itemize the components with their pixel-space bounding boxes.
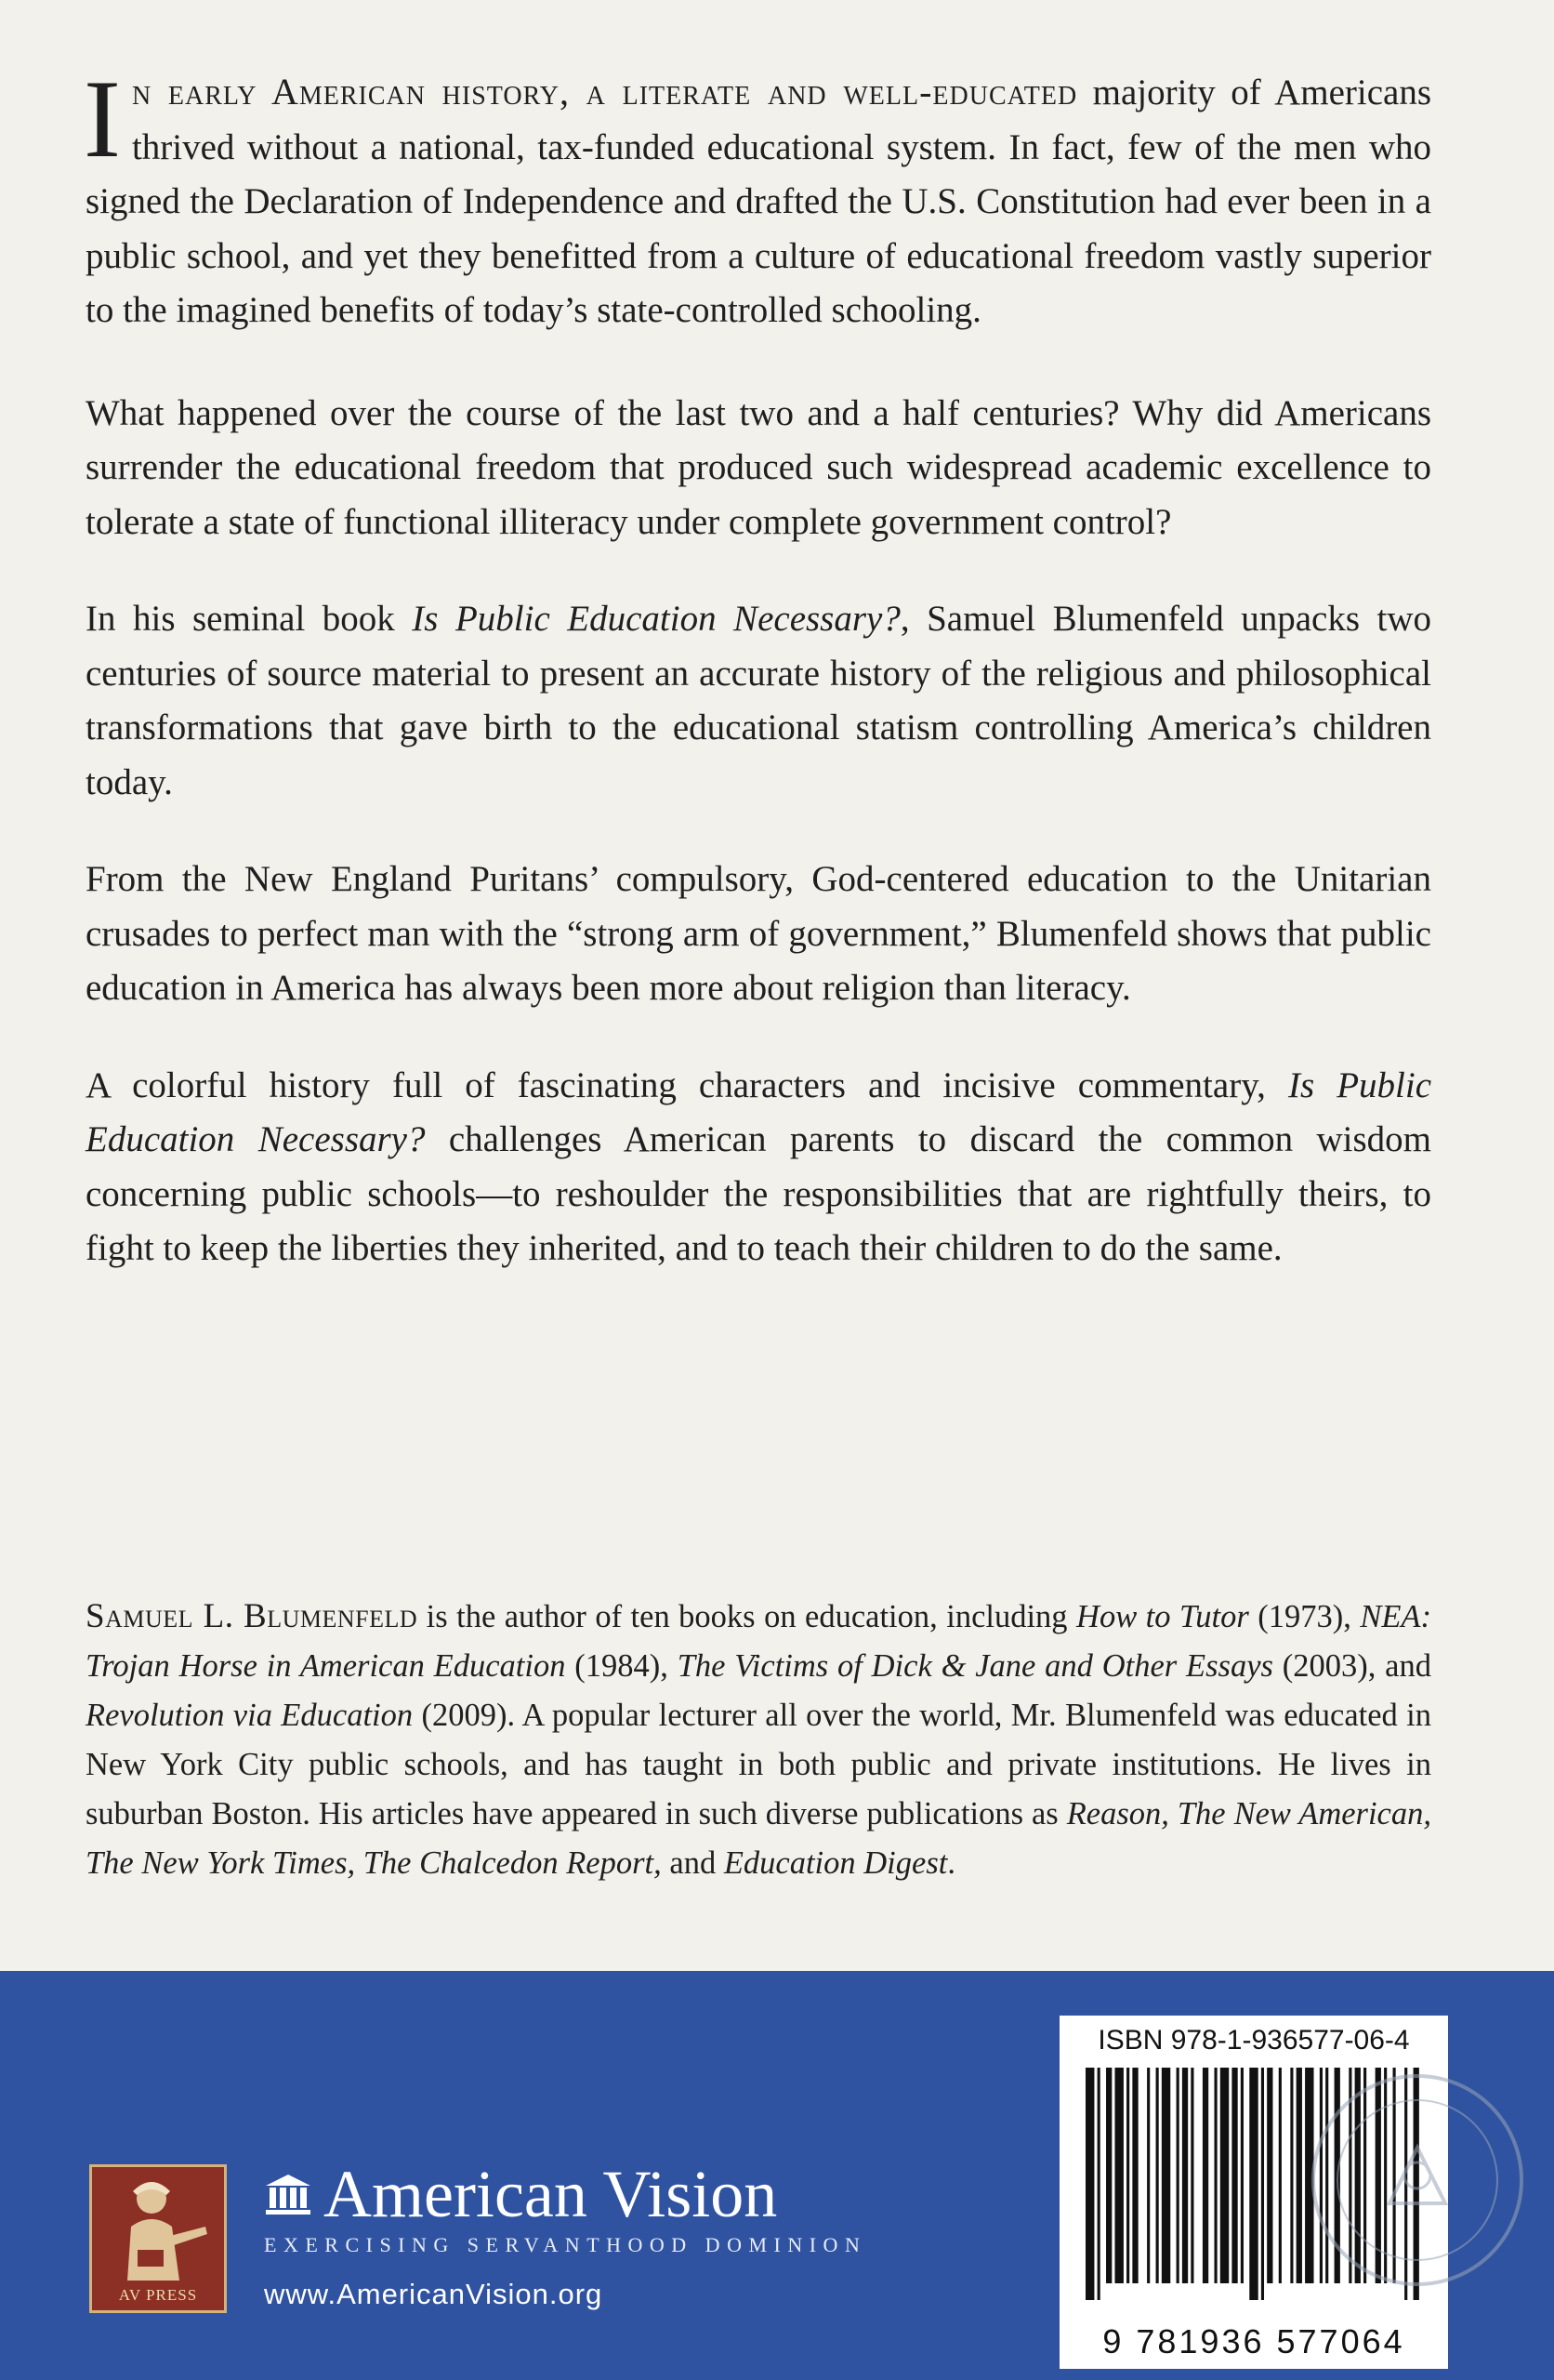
book-title: Revolution via Education (86, 1698, 414, 1733)
book-title: Is Public Education Necessary? (86, 1064, 1431, 1159)
isbn-label: ISBN 978-1-936577-06-4 (1098, 2025, 1410, 2056)
barcode-bar (1231, 2068, 1237, 2283)
barcode-bar (1249, 2068, 1258, 2300)
barcode-bar (1261, 2068, 1264, 2300)
publisher-brand (264, 2157, 866, 2311)
author-name: Samuel L. Blumenfeld (86, 1597, 418, 1635)
barcode-bar (1191, 2068, 1193, 2283)
blurb-paragraph-5 (86, 1059, 1431, 1276)
lead-in: n early American history, a literate and well-educated (131, 71, 1078, 112)
paragraph-text: In his seminal book (86, 599, 413, 639)
bio-text: is the author of ten books on education, including (417, 1599, 1077, 1634)
barcode-bar (1182, 2068, 1188, 2283)
book-title: Is Public Education Necessary? (412, 599, 901, 639)
barcode-bar (1241, 2068, 1244, 2283)
barcode-bar (1203, 2068, 1208, 2283)
seller-stamp-watermark (1301, 2064, 1534, 2296)
blurb-paragraph-4: From the New England Puritans’ compulsory, God-centered education to the Unitarian crusades to perfect man with the “strong arm of government,” Blumenfeld shows that public education in America has always been more about religion than literacy. (86, 859, 1431, 1008)
bio-text: . (947, 1845, 955, 1881)
paragraph-text: challenges American parents to discard the common wisdom concerning public schools—to reshoulder the responsibilities that are rightfully theirs, to fight to keep the liberties they inherited, and to teach their children to do the same. (86, 1119, 1431, 1268)
blurb-paragraph-1 (84, 57, 1432, 338)
barcode-bar (1267, 2068, 1272, 2283)
publisher-url: www.AmericanVision.org (264, 2278, 603, 2310)
publisher-name (264, 2157, 866, 2231)
barcode-bar (1215, 2068, 1218, 2283)
publication-title: Education Digest (723, 1845, 948, 1881)
scholar-figure-icon (96, 2171, 220, 2282)
barcode-bar (1147, 2068, 1150, 2283)
barcode-digits: 9 781936 577064 (1102, 2322, 1405, 2360)
barcode-bar (1177, 2068, 1179, 2283)
paragraph-text: A colorful history full of fascinating characters and incisive commentary, (86, 1064, 1288, 1105)
book-title: NEA: Trojan Horse in American Education (86, 1599, 1431, 1684)
bio-text: and (661, 1845, 724, 1881)
blurb-paragraph-3 (86, 592, 1431, 810)
drop-cap: I (84, 57, 121, 180)
author-bio (86, 1592, 1431, 1888)
barcode-bar (1290, 2068, 1293, 2283)
paragraph-text: majority of Americans thrived without a national, tax-funded educational system. In fact, few of the men who signed the Declaration of Independence and drafted the U.S. Constitution had ever been in a public school, and yet they benefitted from a culture of educational freedom vastly superior to the imagined benefits of today’s state-controlled schooling. (86, 73, 1432, 330)
publisher-name-text: American Vision (323, 2157, 778, 2231)
publisher-tagline: EXERCISING SERVANTHOOD DOMINION (264, 2233, 867, 2256)
blurb-paragraph-2: What happened over the course of the last two and a half centuries? Why did Americans surrender the educational freedom that produced such widespread academic excellence to tolerate a state of functional illiteracy under complete government control? (86, 392, 1431, 542)
book-title: The Victims of Dick & Jane and Other Essays (677, 1648, 1273, 1684)
barcode-bar (1114, 2068, 1123, 2283)
bio-text: (2009). A popular lecturer all over the world, Mr. Blumenfeld was educated in New York City public schools, and has taught in both public and private institutions. He lives in suburban Boston. His articles have appeared in such diverse publications as (86, 1698, 1431, 1831)
book-title: How to Tutor (1076, 1599, 1249, 1634)
logo-text: AV PRESS (118, 2286, 198, 2304)
pillar-building-icon (264, 2173, 312, 2215)
paragraph-text: , Samuel Blumenfeld unpacks two centuries of source material to present an accurate history of the religious and philosophical transformations that gave birth to the educational statism controlling America’s children today. (86, 599, 1432, 802)
publication-list: Reason, The New American, The New York Times, The Chalcedon Report, (86, 1796, 1431, 1881)
av-press-logo (89, 2164, 227, 2313)
barcode-bar (1126, 2068, 1129, 2283)
barcode-bar (1132, 2068, 1138, 2283)
barcode-bar (1162, 2068, 1170, 2283)
barcode-bar (1279, 2068, 1282, 2283)
barcode-bar (1098, 2068, 1100, 2300)
barcode-bar (1156, 2068, 1159, 2283)
barcode-bar (1106, 2068, 1112, 2283)
barcode-bar (1086, 2068, 1094, 2300)
bio-text: (1984), (565, 1648, 678, 1684)
blurb (84, 57, 1432, 1319)
barcode-bar (1220, 2068, 1229, 2283)
bio-text: (2003), and (1272, 1648, 1431, 1684)
bio-text: (1973), (1248, 1599, 1361, 1634)
